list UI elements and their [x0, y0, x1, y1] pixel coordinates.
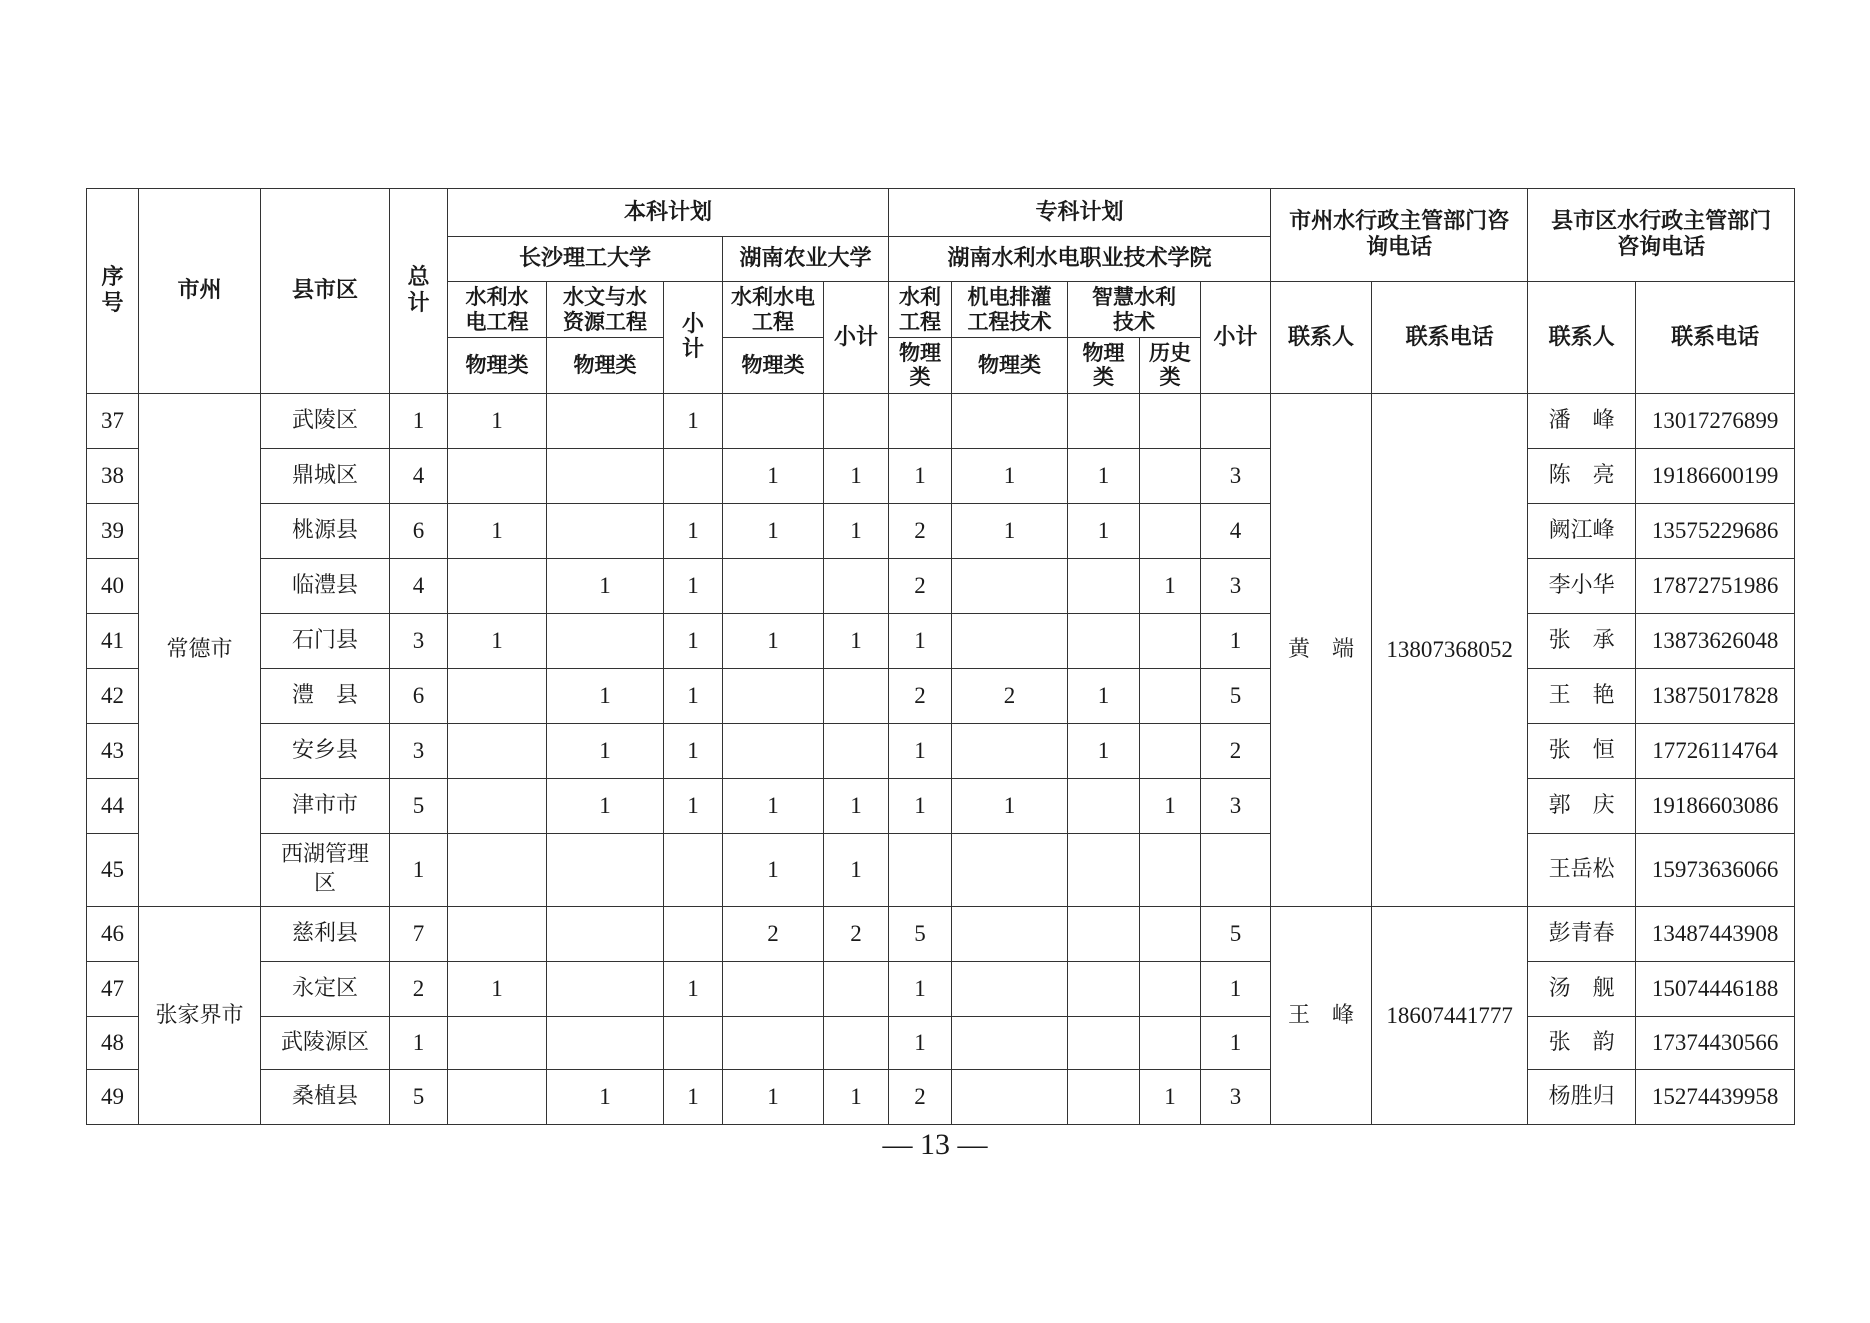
cell-hunau-hydro [723, 394, 824, 449]
cell-hnsl-smart-physics [1068, 394, 1140, 449]
cell-csust-hydro: 1 [448, 394, 547, 449]
cell-csust-hydro [448, 669, 547, 724]
cell-hnsl-smart-history [1140, 669, 1201, 724]
cell-csust-hydrology [547, 504, 664, 559]
cell-hunau-subtotal [824, 1017, 889, 1070]
cell-hnsl-subtotal: 2 [1201, 724, 1271, 779]
row-total: 1 [390, 1017, 448, 1070]
cell-hnsl-smart-physics: 1 [1068, 449, 1140, 504]
cell-csust-subtotal: 1 [664, 724, 723, 779]
cell-csust-hydro [448, 724, 547, 779]
cell-hunau-subtotal: 1 [824, 614, 889, 669]
county-contact-phone: 17726114764 [1636, 724, 1795, 779]
row-county: 武陵区 [261, 394, 390, 449]
cell-hnsl-smart-history [1140, 834, 1201, 907]
cell-hnsl-drainage: 2 [952, 669, 1068, 724]
county-contact-phone: 15074446188 [1636, 962, 1795, 1017]
cell-csust-hydro [448, 907, 547, 962]
cell-hnsl-subtotal: 5 [1201, 669, 1271, 724]
county-contact-person: 陈 亮 [1528, 449, 1636, 504]
header-subtotal-csust: 小计 [664, 282, 723, 394]
cell-csust-hydro [448, 834, 547, 907]
cell-hnsl-water-engineering: 2 [889, 669, 952, 724]
table-row [87, 394, 1795, 449]
header-category-physics: 物理类 [448, 338, 547, 394]
cell-hnsl-smart-history [1140, 394, 1201, 449]
header-major-water-engineering: 水利工程 [889, 282, 952, 338]
cell-hunau-subtotal [824, 394, 889, 449]
row-total: 7 [390, 907, 448, 962]
cell-hnsl-drainage [952, 724, 1068, 779]
county-contact-person: 李小华 [1528, 559, 1636, 614]
row-seq: 49 [87, 1070, 139, 1125]
header-subtotal-hunau: 小计 [824, 282, 889, 394]
cell-hunau-subtotal: 2 [824, 907, 889, 962]
cell-hunau-hydro [723, 724, 824, 779]
cell-hunau-subtotal: 1 [824, 504, 889, 559]
row-county: 桑植县 [261, 1070, 390, 1125]
cell-hnsl-water-engineering: 1 [889, 779, 952, 834]
cell-csust-hydrology [547, 449, 664, 504]
cell-csust-hydro: 1 [448, 504, 547, 559]
cell-hnsl-water-engineering: 5 [889, 907, 952, 962]
header-county: 县市区 [261, 189, 390, 394]
row-seq: 39 [87, 504, 139, 559]
table-row [87, 669, 1795, 724]
header-seq: 序号 [87, 189, 139, 394]
cell-hnsl-water-engineering: 2 [889, 504, 952, 559]
cell-hnsl-water-engineering: 1 [889, 962, 952, 1017]
header-university-csust: 长沙理工大学 [448, 237, 723, 282]
city-contact-person: 王 峰 [1271, 907, 1372, 1125]
row-county: 西湖管理区 [261, 834, 390, 907]
cell-hunau-subtotal: 1 [824, 779, 889, 834]
cell-csust-hydrology [547, 1017, 664, 1070]
cell-csust-subtotal [664, 834, 723, 907]
cell-hnsl-smart-history [1140, 962, 1201, 1017]
cell-hnsl-subtotal: 5 [1201, 907, 1271, 962]
cell-hnsl-subtotal [1201, 834, 1271, 907]
row-total: 4 [390, 449, 448, 504]
cell-hnsl-drainage [952, 559, 1068, 614]
county-contact-phone: 13875017828 [1636, 669, 1795, 724]
row-seq: 40 [87, 559, 139, 614]
header-vocational-plan: 专科计划 [889, 189, 1271, 237]
cell-csust-hydrology: 1 [547, 669, 664, 724]
row-county: 安乡县 [261, 724, 390, 779]
row-seq: 47 [87, 962, 139, 1017]
table-row [87, 504, 1795, 559]
row-county: 桃源县 [261, 504, 390, 559]
header-major-hydro: 水利水电工程 [448, 282, 547, 338]
cell-hnsl-smart-physics: 1 [1068, 724, 1140, 779]
cell-csust-hydro [448, 559, 547, 614]
header-city: 市州 [139, 189, 261, 394]
cell-hnsl-drainage [952, 1017, 1068, 1070]
cell-hnsl-drainage: 1 [952, 449, 1068, 504]
cell-hnsl-subtotal: 3 [1201, 449, 1271, 504]
header-college-hnsl: 湖南水利水电职业技术学院 [889, 237, 1271, 282]
row-total: 4 [390, 559, 448, 614]
cell-hnsl-smart-physics [1068, 1017, 1140, 1070]
row-seq: 42 [87, 669, 139, 724]
header-category-history: 历史类 [1140, 338, 1201, 394]
row-total: 5 [390, 1070, 448, 1125]
cell-csust-hydro: 1 [448, 962, 547, 1017]
county-contact-person: 张 恒 [1528, 724, 1636, 779]
row-total: 1 [390, 394, 448, 449]
table-row [87, 1070, 1795, 1125]
row-total: 5 [390, 779, 448, 834]
cell-csust-hydro [448, 1017, 547, 1070]
header-major-drainage: 机电排灌工程技术 [952, 282, 1068, 338]
cell-hunau-hydro [723, 559, 824, 614]
cell-hnsl-smart-physics [1068, 779, 1140, 834]
cell-hunau-hydro: 1 [723, 1070, 824, 1125]
cell-hnsl-smart-history: 1 [1140, 779, 1201, 834]
row-seq: 44 [87, 779, 139, 834]
cell-csust-subtotal: 1 [664, 394, 723, 449]
header-county-contact-title: 县市区水行政主管部门咨询电话 [1528, 189, 1795, 282]
table-row [87, 449, 1795, 504]
city-contact-phone: 18607441777 [1372, 907, 1528, 1125]
header-undergrad-plan: 本科计划 [448, 189, 889, 237]
row-total: 6 [390, 504, 448, 559]
county-contact-person: 杨胜归 [1528, 1070, 1636, 1125]
header-county-contact-phone: 联系电话 [1636, 282, 1795, 394]
county-contact-person: 郭 庆 [1528, 779, 1636, 834]
city-name: 张家界市 [139, 907, 261, 1125]
county-contact-phone: 13873626048 [1636, 614, 1795, 669]
header-total: 总计 [390, 189, 448, 394]
cell-csust-subtotal: 1 [664, 504, 723, 559]
county-contact-phone: 13487443908 [1636, 907, 1795, 962]
cell-hnsl-water-engineering: 1 [889, 1017, 952, 1070]
header-city-contact-title: 市州水行政主管部门咨询电话 [1271, 189, 1528, 282]
cell-hunau-hydro [723, 669, 824, 724]
cell-hnsl-smart-history: 1 [1140, 1070, 1201, 1125]
cell-hunau-hydro: 1 [723, 779, 824, 834]
header-category-physics: 物理类 [547, 338, 664, 394]
cell-hunau-subtotal: 1 [824, 1070, 889, 1125]
city-name: 常德市 [139, 394, 261, 907]
header-university-hunau: 湖南农业大学 [723, 237, 889, 282]
cell-hunau-subtotal: 1 [824, 449, 889, 504]
cell-hunau-hydro: 1 [723, 504, 824, 559]
header-category-physics: 物理类 [723, 338, 824, 394]
county-contact-person: 阙江峰 [1528, 504, 1636, 559]
cell-hnsl-water-engineering: 1 [889, 614, 952, 669]
cell-hnsl-subtotal: 1 [1201, 1017, 1271, 1070]
header-county-contact-person: 联系人 [1528, 282, 1636, 394]
cell-hunau-subtotal [824, 559, 889, 614]
city-contact-person: 黄 端 [1271, 394, 1372, 907]
cell-hunau-hydro: 1 [723, 614, 824, 669]
county-contact-person: 潘 峰 [1528, 394, 1636, 449]
county-contact-phone: 19186603086 [1636, 779, 1795, 834]
cell-csust-hydrology [547, 962, 664, 1017]
row-seq: 45 [87, 834, 139, 907]
cell-csust-subtotal [664, 449, 723, 504]
county-contact-person: 张 韵 [1528, 1017, 1636, 1070]
row-seq: 43 [87, 724, 139, 779]
cell-hnsl-drainage [952, 834, 1068, 907]
cell-hnsl-subtotal: 3 [1201, 779, 1271, 834]
cell-csust-hydrology: 1 [547, 779, 664, 834]
cell-csust-hydrology [547, 834, 664, 907]
header-category-physics: 物理类 [952, 338, 1068, 394]
county-contact-person: 王岳松 [1528, 834, 1636, 907]
header-major-smart-water: 智慧水利技术 [1068, 282, 1201, 338]
cell-hnsl-smart-history [1140, 614, 1201, 669]
county-contact-phone: 15973636066 [1636, 834, 1795, 907]
row-county: 永定区 [261, 962, 390, 1017]
cell-hnsl-smart-history [1140, 449, 1201, 504]
row-county: 慈利县 [261, 907, 390, 962]
cell-hunau-hydro: 1 [723, 834, 824, 907]
cell-hunau-subtotal [824, 724, 889, 779]
cell-hunau-hydro: 1 [723, 449, 824, 504]
county-contact-phone: 19186600199 [1636, 449, 1795, 504]
cell-hnsl-drainage: 1 [952, 779, 1068, 834]
table-row [87, 834, 1795, 907]
cell-csust-hydrology [547, 907, 664, 962]
table-row [87, 559, 1795, 614]
cell-hnsl-smart-physics: 1 [1068, 504, 1140, 559]
cell-hnsl-smart-physics [1068, 614, 1140, 669]
cell-csust-hydrology: 1 [547, 559, 664, 614]
row-county: 鼎城区 [261, 449, 390, 504]
table-row [87, 907, 1795, 962]
cell-csust-subtotal: 1 [664, 779, 723, 834]
cell-csust-subtotal: 1 [664, 614, 723, 669]
table-row [87, 779, 1795, 834]
row-total: 3 [390, 724, 448, 779]
header-city-contact-phone: 联系电话 [1372, 282, 1528, 394]
row-county: 临澧县 [261, 559, 390, 614]
row-county: 武陵源区 [261, 1017, 390, 1070]
cell-hnsl-water-engineering: 1 [889, 449, 952, 504]
cell-hnsl-subtotal: 3 [1201, 559, 1271, 614]
header-subtotal-hnsl: 小计 [1201, 282, 1271, 394]
cell-hnsl-subtotal: 1 [1201, 614, 1271, 669]
cell-hunau-hydro [723, 1017, 824, 1070]
cell-csust-subtotal: 1 [664, 1070, 723, 1125]
cell-csust-hydro [448, 449, 547, 504]
page-number: — 13 — [882, 1128, 988, 1161]
table-row [87, 962, 1795, 1017]
cell-csust-subtotal: 1 [664, 559, 723, 614]
county-contact-person: 张 承 [1528, 614, 1636, 669]
cell-hnsl-drainage: 1 [952, 504, 1068, 559]
city-contact-phone: 13807368052 [1372, 394, 1528, 907]
cell-csust-subtotal [664, 1017, 723, 1070]
county-contact-phone: 17374430566 [1636, 1017, 1795, 1070]
cell-hnsl-smart-physics [1068, 1070, 1140, 1125]
cell-hnsl-water-engineering: 2 [889, 559, 952, 614]
row-total: 2 [390, 962, 448, 1017]
row-seq: 37 [87, 394, 139, 449]
cell-hnsl-drainage [952, 962, 1068, 1017]
row-county: 津市市 [261, 779, 390, 834]
row-county: 石门县 [261, 614, 390, 669]
cell-hnsl-drainage [952, 394, 1068, 449]
cell-hnsl-drainage [952, 907, 1068, 962]
cell-hunau-subtotal [824, 962, 889, 1017]
cell-hunau-hydro [723, 962, 824, 1017]
row-seq: 48 [87, 1017, 139, 1070]
row-total: 1 [390, 834, 448, 907]
cell-csust-hydrology [547, 614, 664, 669]
county-contact-person: 王 艳 [1528, 669, 1636, 724]
cell-hnsl-water-engineering [889, 834, 952, 907]
county-contact-phone: 13575229686 [1636, 504, 1795, 559]
cell-hnsl-smart-physics [1068, 962, 1140, 1017]
cell-hnsl-smart-history [1140, 504, 1201, 559]
cell-csust-hydro [448, 1070, 547, 1125]
county-contact-phone: 17872751986 [1636, 559, 1795, 614]
cell-csust-hydro: 1 [448, 614, 547, 669]
cell-hnsl-drainage [952, 614, 1068, 669]
cell-hnsl-subtotal: 1 [1201, 962, 1271, 1017]
header-major-hydro-hunau: 水利水电工程 [723, 282, 824, 338]
row-total: 6 [390, 669, 448, 724]
row-seq: 46 [87, 907, 139, 962]
cell-hnsl-water-engineering: 1 [889, 724, 952, 779]
cell-hnsl-subtotal: 4 [1201, 504, 1271, 559]
cell-hnsl-smart-history [1140, 907, 1201, 962]
row-seq: 38 [87, 449, 139, 504]
row-total: 3 [390, 614, 448, 669]
table-row [87, 614, 1795, 669]
cell-hnsl-smart-physics [1068, 834, 1140, 907]
county-contact-phone: 15274439958 [1636, 1070, 1795, 1125]
cell-csust-subtotal: 1 [664, 669, 723, 724]
table-row [87, 724, 1795, 779]
cell-csust-hydrology: 1 [547, 1070, 664, 1125]
row-seq: 41 [87, 614, 139, 669]
row-county: 澧 县 [261, 669, 390, 724]
cell-csust-subtotal: 1 [664, 962, 723, 1017]
cell-hnsl-water-engineering: 2 [889, 1070, 952, 1125]
cell-hnsl-smart-history: 1 [1140, 559, 1201, 614]
table-row [87, 1017, 1795, 1070]
cell-csust-hydro [448, 779, 547, 834]
cell-csust-hydrology: 1 [547, 724, 664, 779]
header-city-contact-person: 联系人 [1271, 282, 1372, 394]
cell-hnsl-smart-physics [1068, 559, 1140, 614]
county-contact-person: 汤 舰 [1528, 962, 1636, 1017]
county-contact-person: 彭青春 [1528, 907, 1636, 962]
county-contact-phone: 13017276899 [1636, 394, 1795, 449]
cell-hnsl-drainage [952, 1070, 1068, 1125]
cell-hnsl-smart-history [1140, 724, 1201, 779]
cell-hnsl-smart-physics: 1 [1068, 669, 1140, 724]
cell-csust-hydrology [547, 394, 664, 449]
cell-hunau-subtotal: 1 [824, 834, 889, 907]
header-category-physics: 物理类 [1068, 338, 1140, 394]
cell-hnsl-smart-history [1140, 1017, 1201, 1070]
cell-hnsl-water-engineering [889, 394, 952, 449]
cell-hunau-hydro: 2 [723, 907, 824, 962]
enrollment-plan-table [86, 188, 1795, 1125]
cell-hnsl-smart-physics [1068, 907, 1140, 962]
cell-hnsl-subtotal [1201, 394, 1271, 449]
cell-hnsl-subtotal: 3 [1201, 1070, 1271, 1125]
header-category-physics: 物理类 [889, 338, 952, 394]
header-major-hydrology: 水文与水资源工程 [547, 282, 664, 338]
cell-csust-subtotal [664, 907, 723, 962]
cell-hunau-subtotal [824, 669, 889, 724]
